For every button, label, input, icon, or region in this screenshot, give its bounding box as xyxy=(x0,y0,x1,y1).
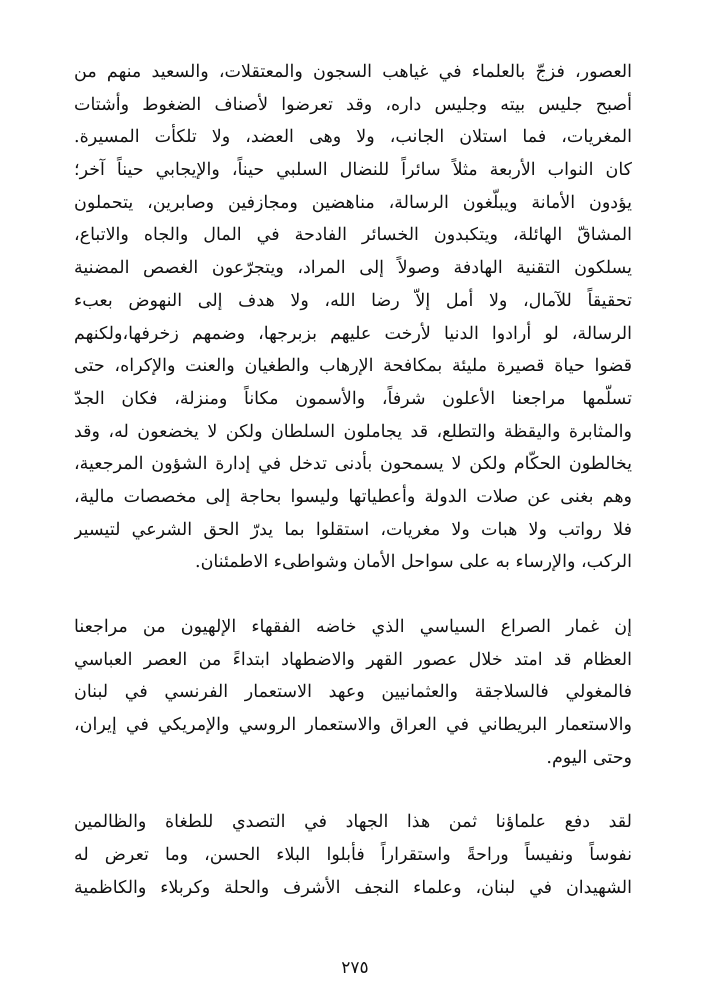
text-line: إن غمار الصراع السياسي الذي خاضه الفقهاء الإلهيون من مراجعنا xyxy=(74,617,632,637)
paragraph-gap xyxy=(74,579,632,611)
paragraph-gap xyxy=(74,774,632,806)
text-line: والاستعمار البريطاني في العراق والاستعمار الروسي والإمريكي في إيران، xyxy=(74,715,632,736)
text-line: المغريات، فما استلان الجانب، ولا وهى العضد، ولا تلكأت المسيرة. xyxy=(74,127,632,148)
text-line: وهم بغنى عن صلات الدولة وأعطياتها وليسوا بحاجة إلى مخصصات مالية، xyxy=(74,486,632,507)
text-line: العظام قد امتد خلال عصور القهر والاضطهاد ابتداءً من العصر العباسي xyxy=(74,649,632,670)
paragraph-3 xyxy=(74,806,632,904)
text-line: وحتى اليوم. xyxy=(546,747,632,768)
text-line: الشهيدان في لبنان، وعلماء النجف الأشرف والحلة وكربلاء والكاظمية xyxy=(74,877,632,898)
text-line: لقد دفع علماؤنا ثمن هذا الجهاد في التصدي للطغاة والظالمين xyxy=(74,812,632,833)
text-line: كان النواب الأربعة مثلاً سائراً للنضال السلبي حيناً، والإيجابي حيناً آخر؛ xyxy=(74,160,632,181)
text-line: يخالطون الحكّام ولكن لا يسمحون بأدنى تدخل في إدارة الشؤون المرجعية، xyxy=(74,454,632,475)
text-line: فالمغولي فالسلاجقة والعثمانيين وعهد الاستعمار الفرنسي في لبنان xyxy=(74,682,632,703)
text-line: أصبح جليس بيته وجليس داره، وقد تعرضوا لأصناف الضغوط وأشتات xyxy=(74,94,632,115)
text-line: يؤدون الأمانة ويبلّغون الرسالة، مناهضين ومجازفين وصابرين، يتحملون xyxy=(74,192,632,213)
text-line: نفوساً ونفيساً وراحةً واستقراراً فأبلوا البلاء الحسن، وما تعرض له xyxy=(74,845,632,866)
paragraph-2 xyxy=(74,611,632,774)
text-line: والمثابرة واليقظة والتطلع، قد يجاملون السلطان ولكن لا يخضعون له، وقد xyxy=(74,421,632,442)
text-line: تحقيقاً للآمال، ولا أمل إلاّ رضا الله، ولا هدف إلى النهوض بعبء xyxy=(74,290,632,311)
paragraph-1 xyxy=(74,56,632,579)
text-line: تسلّمها مراجعنا الأعلون شرفاً، والأسمون مكاناً ومنزلة، فكان الجدّ xyxy=(74,388,632,409)
text-line: فلا رواتب ولا هبات ولا مغريات، استقلوا بما يدرّ الحق الشرعي لتيسير xyxy=(74,519,632,540)
text-line: المشاقّ الهائلة، ويتكبدون الخسائر الفادحة في المال والجاه والاتباع، xyxy=(74,225,632,246)
text-line: العصور، فزجّ بالعلماء في غياهب السجون والمعتقلات، والسعيد منهم من xyxy=(74,62,632,82)
page-body xyxy=(74,56,632,905)
text-line: الركب، والإرساء به على سواحل الأمان وشواطىء الاطمئنان. xyxy=(195,552,632,573)
text-line: قضوا حياة قصيرة مليئة بمكافحة الإرهاب والطغيان والعنت والإكراه، حتى xyxy=(74,356,632,377)
page-number: ٢٧٥ xyxy=(341,958,369,978)
text-line: الرسالة، لو أرادوا الدنيا لأرخت عليهم بزبرجها، وضمهم زخرفها،ولكنهم xyxy=(74,323,632,344)
text-line: يسلكون التقنية الهادفة وصولاً إلى المراد، ويتجرّعون الغصص المضنية xyxy=(74,258,632,279)
